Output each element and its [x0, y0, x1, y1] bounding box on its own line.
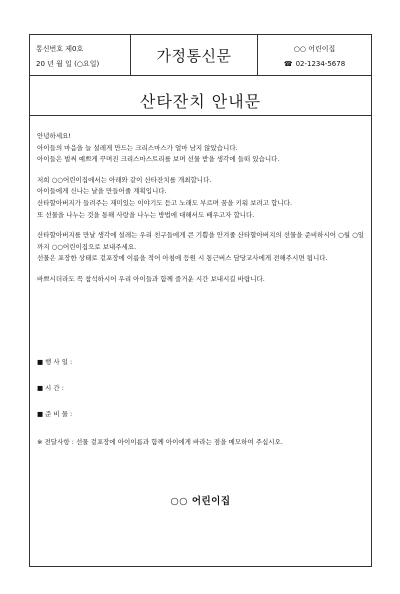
issue-date: 20 년 월 일 (○요일)	[36, 60, 100, 68]
square-bullet-icon: ■	[37, 410, 44, 418]
text-line: 또 선물을 나누는 것을 통해 사랑을 나누는 방법에 대해서도 배우고자 합니다.	[37, 210, 255, 219]
text-line: 아이들의 마음을 늘 설레게 만드는 크리스마스가 얼마 남지 않았습니다.	[37, 143, 238, 152]
header-meta	[30, 35, 131, 75]
field-label: 시 간 :	[45, 384, 64, 392]
header-table	[30, 35, 371, 76]
paragraph	[37, 274, 365, 286]
text-line: 아이들에게 신나는 날을 만들어줄 계획입니다.	[37, 187, 167, 196]
title-divider	[30, 115, 371, 116]
phone-line	[258, 57, 371, 72]
event-time-field	[37, 383, 64, 393]
text-line: 저희 ○○어린이집에서는 아래와 같이 산타잔치를 개최합니다.	[37, 175, 212, 184]
org-name: ○○ 어린이집	[293, 45, 336, 53]
notice-frame	[29, 34, 372, 567]
phone-number: 02-1234-5678	[295, 60, 346, 68]
delivery-note: ※ 전달사항 : 선물 겉포장에 아이이름과 함께 아이에게 바라는 점을 메모하여 주십시오.	[37, 438, 283, 446]
telephone-icon: ☎	[283, 60, 293, 68]
text-line: 선물은 포장한 상태로 겉포장에 이름을 적어 아침에 등원 시 통근버스 담당교사에게 전해주시면 됩니다.	[37, 254, 328, 263]
square-bullet-icon: ■	[37, 358, 44, 366]
event-date-field	[37, 357, 72, 367]
issue-number: 통신번호 제0호	[36, 45, 84, 53]
text-line: 산타할아버지를 만날 생각에 설레는 우리 친구들에게 큰 기쁨을 안겨줄 산타할아버지의 선물을 준비하시어 ○월 ○일까지 ○○어린이집으로 보내주세요.	[37, 231, 365, 251]
letter-body	[37, 131, 365, 286]
header-title: 가정통신문	[131, 35, 258, 75]
document-title: 산타잔치 안내문	[139, 92, 262, 111]
signature-org-name: ○○ 어린이집	[170, 496, 231, 507]
text-line: 안녕하세요!	[37, 132, 72, 140]
text-line: 아이들은 벌써 예쁘게 꾸며진 크리스마스트리를 보며 선물 받을 생각에 들떠 있습니다.	[37, 155, 280, 164]
square-bullet-icon: ■	[37, 384, 44, 392]
paragraph	[37, 230, 365, 265]
supplies-field	[37, 409, 72, 419]
header-contact	[258, 35, 371, 75]
paragraph	[37, 131, 365, 166]
text-line: 산타할아버지가 들려주는 재미있는 이야기도 듣고 노래도 부르며 꿈을 키워 보려고 합니다.	[37, 198, 293, 207]
paragraph	[37, 175, 365, 221]
field-label: 준 비 물 :	[45, 410, 73, 418]
field-label: 행 사 일 :	[45, 358, 73, 366]
text-line: 바쁘시더라도 꼭 참석하시어 우리 아이들과 함께 즐거운 시간 보내시길 바랍니다.	[37, 274, 265, 283]
